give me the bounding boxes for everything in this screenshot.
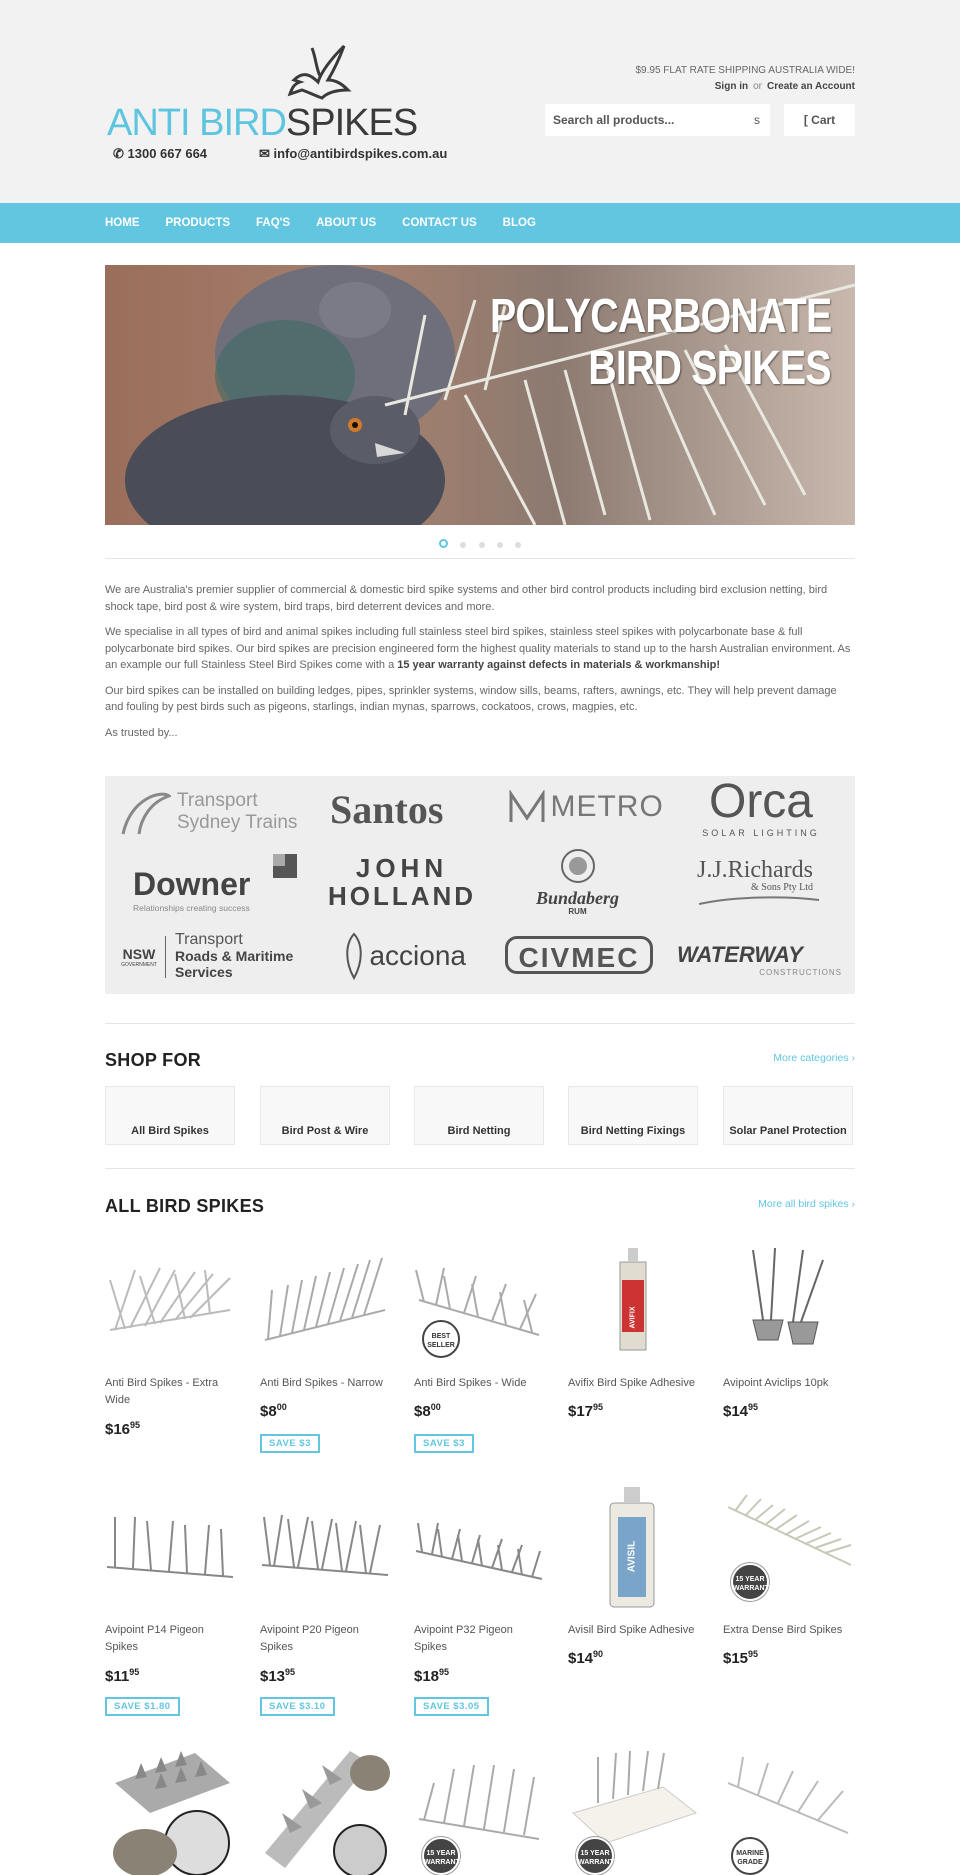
product-name[interactable]: Avipoint Aviclips 10pk — [723, 1377, 829, 1389]
slider-dots — [0, 535, 960, 553]
category-bird-netting-fixings[interactable]: Bird Netting Fixings — [568, 1086, 698, 1145]
product-card[interactable] — [414, 1487, 544, 1712]
product-price: $\$8^{00}$ — [414, 1402, 441, 1420]
product-price: $\$8^{00}$ — [260, 1402, 287, 1420]
product-image[interactable] — [723, 1487, 853, 1612]
divider — [105, 1168, 855, 1169]
more-categories-link[interactable]: More categories › — [773, 1052, 855, 1064]
logo-john-holland: JOHN HOLLAND — [327, 853, 477, 911]
search-box — [545, 104, 770, 136]
product-image[interactable] — [260, 1743, 390, 1875]
avifix-label: AVIFIX — [629, 1306, 637, 1329]
leaf-icon — [343, 932, 365, 980]
product-card[interactable] — [260, 1487, 390, 1712]
product-price: $\$14^{90}$ — [568, 1649, 604, 1667]
main-nav — [0, 203, 960, 243]
product-image[interactable] — [723, 1240, 853, 1365]
slider-dot-1[interactable] — [439, 539, 448, 548]
logo-waterway: WATERWAY CONSTRUCTIONS — [677, 942, 842, 977]
banner-heading-1: POLYCARBONATE — [489, 290, 831, 343]
product-price: $\$18^{95}$ — [414, 1667, 450, 1685]
sign-in-link[interactable]: Sign in — [714, 81, 749, 92]
nav-faqs[interactable]: FAQ'S — [256, 217, 291, 229]
site-header — [0, 0, 960, 203]
slider-dot-3[interactable] — [479, 542, 485, 548]
product-name[interactable]: Avipoint P20 Pigeon Spikes — [260, 1624, 359, 1653]
divider — [105, 558, 855, 559]
logo-orca: Orca SOLAR LIGHTING — [702, 775, 820, 838]
product-card[interactable] — [568, 1240, 698, 1420]
product-card[interactable] — [414, 1743, 544, 1875]
category-bird-netting[interactable]: Bird Netting — [414, 1086, 544, 1145]
search-icon[interactable]: s — [754, 113, 760, 127]
product-price: $\$11^{95}$ — [105, 1667, 140, 1685]
product-image[interactable] — [568, 1743, 698, 1875]
nav-about[interactable]: ABOUT US — [316, 217, 377, 229]
header-account — [635, 65, 855, 92]
product-image[interactable] — [568, 1487, 698, 1612]
category-all-bird-spikes[interactable]: All Bird Spikes — [105, 1086, 235, 1145]
product-card[interactable] — [105, 1487, 235, 1712]
logo-metro: METRO — [508, 790, 664, 824]
product-image[interactable] — [414, 1743, 544, 1875]
logo-bundaberg: Bundaberg RUM — [520, 848, 635, 916]
product-image[interactable] — [414, 1487, 544, 1612]
product-card[interactable] — [105, 1240, 235, 1438]
save-badge: SAVE $1.80 — [105, 1697, 180, 1716]
more-all-bird-spikes-link[interactable]: More all bird spikes › — [758, 1198, 855, 1210]
create-account-link[interactable]: Create an Account — [767, 81, 855, 92]
hero-banner[interactable] — [105, 265, 855, 525]
site-logo[interactable] — [107, 40, 452, 165]
product-image[interactable] — [105, 1487, 235, 1612]
product-image[interactable] — [105, 1743, 235, 1875]
avisil-label: AVISIL — [626, 1540, 638, 1573]
product-card[interactable] — [105, 1743, 235, 1875]
warranty-15-year-badge: 15 YEAR WARRANTY — [731, 1563, 769, 1601]
product-image[interactable] — [723, 1743, 853, 1875]
nav-blog[interactable]: BLOG — [502, 217, 536, 229]
or-text: or — [753, 81, 763, 92]
logo-jj-richards: J.J.Richards & Sons Pty Ltd — [697, 858, 827, 911]
save-badge: SAVE $3 — [414, 1434, 474, 1453]
slider-dot-5[interactable] — [515, 542, 521, 548]
product-card[interactable] — [723, 1487, 853, 1667]
shipping-note: $9.95 FLAT RATE SHIPPING AUSTRALIA WIDE! — [635, 65, 855, 76]
save-badge: SAVE $3.05 — [414, 1697, 489, 1716]
product-card[interactable] — [723, 1743, 853, 1875]
product-card[interactable] — [568, 1487, 698, 1667]
adhesive-tube-image — [568, 1240, 698, 1365]
client-logos — [105, 776, 855, 994]
product-image[interactable] — [260, 1487, 390, 1612]
marine-grade-badge: MARINE GRADE — [731, 1837, 769, 1875]
product-name[interactable]: Avipoint P14 Pigeon Spikes — [105, 1624, 204, 1653]
logo-wordmark: ANTI BIRDSPIKES — [107, 102, 418, 144]
best-seller-badge: BEST SELLER — [422, 1320, 460, 1358]
product-card[interactable] — [723, 1240, 853, 1420]
intro-p2: We specialise in all types of bird and animal spikes including full stainless steel bird spikes, stainless steel spikes with polycarbonate base & full polycarbonate bird spikes. Our bird spikes are precision engineered form the highest quality materials to stand up to the harsh Australian environment. As an example our full Stainless Steel Bird Spikes come with a 15 year warranty against defects in materials & workmanship! — [105, 626, 851, 671]
category-bird-post-wire[interactable]: Bird Post & Wire — [260, 1086, 390, 1145]
save-badge: SAVE $3.10 — [260, 1697, 335, 1716]
slider-dot-2[interactable] — [460, 542, 466, 548]
product-name[interactable]: Anti Bird Spikes - Wide — [414, 1377, 527, 1389]
product-card[interactable] — [260, 1743, 390, 1875]
product-card[interactable] — [568, 1743, 698, 1875]
product-image[interactable] — [568, 1240, 698, 1365]
all-bird-spikes-title: ALL BIRD SPIKES — [105, 1196, 265, 1216]
product-price: $\$14^{95}$ — [723, 1402, 759, 1420]
product-image[interactable] — [260, 1240, 390, 1365]
logo-acciona: acciona — [343, 932, 466, 980]
logo-downer: Downer Relationships creating success — [133, 854, 303, 913]
shop-for-title: SHOP FOR — [105, 1050, 202, 1070]
search-input[interactable] — [545, 104, 741, 136]
product-name[interactable]: Extra Dense Bird Spikes — [723, 1624, 843, 1636]
save-badge: SAVE $3 — [260, 1434, 320, 1453]
product-price: $\$15^{95}$ — [723, 1649, 759, 1667]
intro-p1: We are Australia's premier supplier of commercial & domestic bird spike systems and other bird control products including bird exclusion netting, bird shock tape, bird post & wire system, bird traps, bird deterrent devices and more. — [105, 584, 828, 613]
category-solar-panel-protection[interactable]: Solar Panel Protection — [723, 1086, 853, 1145]
product-price: $\$13^{95}$ — [260, 1667, 296, 1685]
product-name[interactable]: Anti Bird Spikes - Extra Wide — [105, 1377, 219, 1406]
divider — [105, 1023, 855, 1024]
product-card[interactable] — [414, 1240, 544, 1449]
product-price: $\$16^{95}$ — [105, 1420, 141, 1438]
product-name[interactable]: Avisil Bird Spike Adhesive — [568, 1624, 695, 1636]
nav-products[interactable]: PRODUCTS — [165, 217, 231, 229]
intro-text — [105, 582, 855, 750]
dove-logo-icon — [282, 40, 352, 110]
logo-santos: Santos — [330, 787, 444, 832]
product-image[interactable] — [414, 1240, 544, 1365]
product-name[interactable]: Anti Bird Spikes - Narrow — [260, 1377, 383, 1389]
slider-dot-4[interactable] — [497, 542, 503, 548]
logo-sydney-trains: Transport Sydney Trains — [121, 788, 296, 838]
warranty-15-year-badge: 15 YEAR WARRANTY — [422, 1837, 460, 1875]
intro-p3: Our bird spikes can be installed on building ledges, pipes, sprinkler systems, window sills, beams, rafters, awnings, etc. They will help prevent damage and fouling by pest birds such as pigeons, starlings, indian mynas, sparrows, cockatoos, crows, magpies, etc. — [105, 684, 837, 713]
logo-nsw-rms: NSW GOVERNMENT Transport Roads & Maritime Services — [121, 931, 294, 980]
nav-home[interactable]: HOME — [105, 217, 140, 229]
product-card[interactable] — [260, 1240, 390, 1449]
header-phone[interactable]: ✆ 1300 667 664 — [113, 146, 208, 161]
trusted-by: As trusted by... — [105, 726, 178, 739]
product-image[interactable] — [105, 1240, 235, 1365]
header-email[interactable]: ✉ info@antibirdspikes.com.au — [259, 146, 448, 161]
product-name[interactable]: Avipoint P32 Pigeon Spikes — [414, 1624, 513, 1653]
nav-contact[interactable]: CONTACT US — [402, 217, 477, 229]
warranty-15-year-badge: 15 YEAR WARRANTY — [576, 1837, 614, 1875]
product-name[interactable]: Avifix Bird Spike Adhesive — [568, 1377, 695, 1389]
logo-civmec: CIVMEC — [505, 936, 653, 974]
product-price: $\$17^{95}$ — [568, 1402, 604, 1420]
cart-button[interactable]: [ Cart — [784, 104, 855, 136]
banner-heading-2: BIRD SPIKES — [588, 342, 831, 395]
bear-icon — [556, 848, 600, 884]
